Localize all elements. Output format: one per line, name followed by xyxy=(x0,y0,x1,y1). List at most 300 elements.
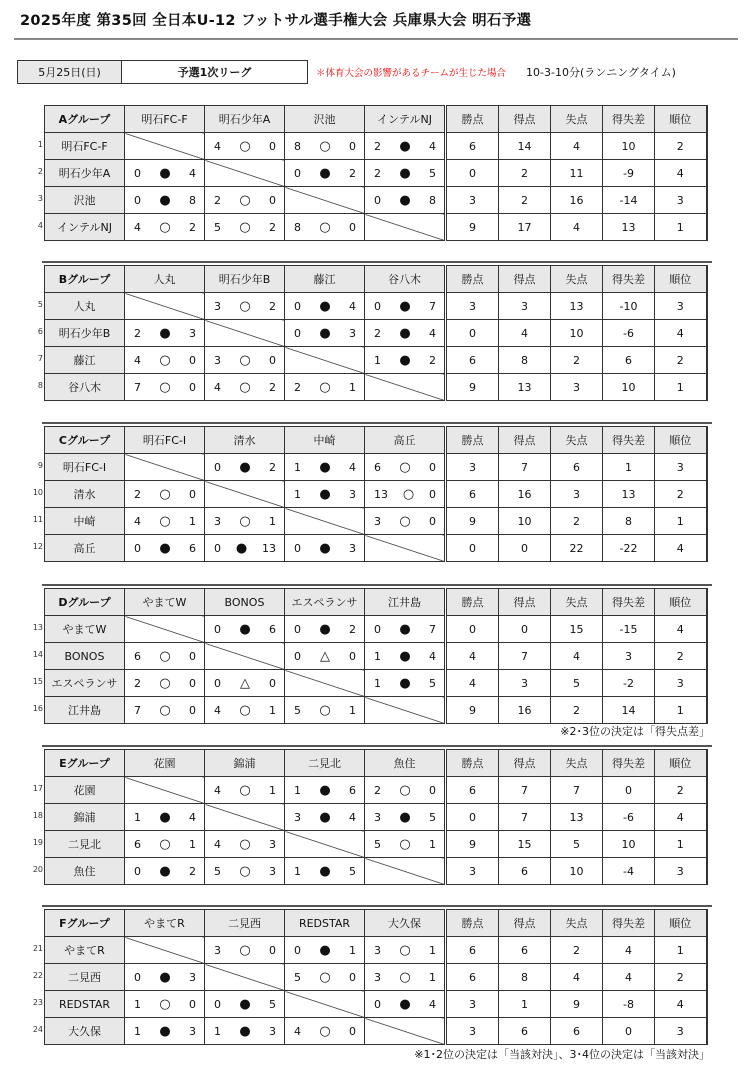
stat-header-rank: 順位 xyxy=(655,910,707,937)
match-score xyxy=(365,784,444,797)
group-header-row xyxy=(45,910,707,937)
result-symbol: ● xyxy=(159,969,171,985)
stat-ga: 7 xyxy=(551,777,603,804)
result-symbol: ● xyxy=(159,540,171,556)
row-number: 7 xyxy=(37,354,43,363)
table-row xyxy=(45,991,707,1018)
result-symbol: △ xyxy=(320,648,330,664)
score-for: 1 xyxy=(294,487,301,501)
match-score xyxy=(365,194,444,207)
match-result xyxy=(285,643,365,670)
score-against: 4 xyxy=(429,997,436,1011)
match-score xyxy=(285,140,364,153)
match-score xyxy=(285,300,364,313)
stat-points: 3 xyxy=(447,858,499,885)
score-against: 7 xyxy=(429,299,436,313)
score-against: 3 xyxy=(269,837,276,851)
self-match-cell xyxy=(125,454,205,481)
match-result xyxy=(365,508,445,535)
score-against: 6 xyxy=(349,783,356,797)
match-result xyxy=(365,481,445,508)
self-match-cell xyxy=(285,831,365,858)
score-for: 0 xyxy=(134,864,141,878)
score-against: 2 xyxy=(269,460,276,474)
score-for: 2 xyxy=(374,783,381,797)
score-against: 0 xyxy=(269,676,276,690)
score-for: 8 xyxy=(294,220,301,234)
opponent-header: 高丘 xyxy=(365,427,445,454)
stat-gf: 2 xyxy=(499,160,551,187)
stat-points: 0 xyxy=(447,160,499,187)
result-symbol: ○ xyxy=(239,836,251,852)
match-result xyxy=(125,320,205,347)
self-match-cell xyxy=(205,320,285,347)
row-number: 21 xyxy=(32,944,43,953)
match-score xyxy=(205,381,284,394)
score-for: 6 xyxy=(374,460,381,474)
stat-rank: 4 xyxy=(655,320,707,347)
match-score xyxy=(205,1025,284,1038)
match-result xyxy=(205,374,285,401)
score-against: 5 xyxy=(349,864,356,878)
stat-ga: 3 xyxy=(551,374,603,401)
stat-gd: 4 xyxy=(603,964,655,991)
match-score xyxy=(285,811,364,824)
score-for: 5 xyxy=(294,703,301,717)
stat-ga: 3 xyxy=(551,481,603,508)
score-against: 0 xyxy=(349,649,356,663)
result-symbol: ● xyxy=(399,352,411,368)
self-match-cell xyxy=(285,670,365,697)
team-name: 沢池 xyxy=(45,187,125,214)
group-header-row xyxy=(45,106,707,133)
stat-gd: -22 xyxy=(603,535,655,562)
table-row xyxy=(45,697,707,724)
group-table xyxy=(44,749,708,885)
row-number: 10 xyxy=(32,488,43,497)
match-result xyxy=(205,187,285,214)
match-score xyxy=(285,542,364,555)
match-result xyxy=(125,991,205,1018)
match-score xyxy=(285,650,364,663)
stat-gf: 7 xyxy=(499,804,551,831)
score-against: 1 xyxy=(189,837,196,851)
stat-rank: 3 xyxy=(655,1018,707,1045)
opponent-header: 谷八木 xyxy=(365,266,445,293)
result-symbol: ● xyxy=(319,325,331,341)
opponent-header: 中崎 xyxy=(285,427,365,454)
stat-points: 0 xyxy=(447,535,499,562)
stat-ga: 10 xyxy=(551,320,603,347)
match-result xyxy=(365,160,445,187)
score-against: 1 xyxy=(429,943,436,957)
stat-gf: 10 xyxy=(499,508,551,535)
stat-points: 9 xyxy=(447,214,499,241)
score-for: 1 xyxy=(294,460,301,474)
table-row xyxy=(45,133,707,160)
stat-header-gd: 得失差 xyxy=(603,427,655,454)
score-against: 3 xyxy=(189,970,196,984)
score-for: 5 xyxy=(294,970,301,984)
stat-gd: 6 xyxy=(603,347,655,374)
match-result xyxy=(125,697,205,724)
score-against: 1 xyxy=(349,380,356,394)
match-result xyxy=(285,804,365,831)
score-for: 4 xyxy=(134,353,141,367)
score-against: 1 xyxy=(269,783,276,797)
match-score xyxy=(205,623,284,636)
result-symbol: ○ xyxy=(239,138,251,154)
row-number: 24 xyxy=(32,1025,43,1034)
stat-rank: 1 xyxy=(655,214,707,241)
stat-gd: 13 xyxy=(603,481,655,508)
score-for: 2 xyxy=(374,166,381,180)
score-for: 3 xyxy=(214,514,221,528)
stat-ga: 13 xyxy=(551,293,603,320)
stat-gf: 2 xyxy=(499,187,551,214)
stat-ga: 4 xyxy=(551,214,603,241)
stat-header-ga: 失点 xyxy=(551,750,603,777)
stat-points: 6 xyxy=(447,481,499,508)
stat-header-rank: 順位 xyxy=(655,266,707,293)
opponent-header: 人丸 xyxy=(125,266,205,293)
row-number: 12 xyxy=(32,542,43,551)
score-against: 0 xyxy=(429,514,436,528)
match-result xyxy=(205,991,285,1018)
score-for: 4 xyxy=(214,139,221,153)
opponent-header: 花園 xyxy=(125,750,205,777)
match-score xyxy=(205,704,284,717)
match-result xyxy=(285,616,365,643)
result-symbol: ● xyxy=(159,192,171,208)
score-against: 0 xyxy=(429,460,436,474)
match-score xyxy=(365,167,444,180)
table-row xyxy=(45,858,707,885)
stat-points: 6 xyxy=(447,777,499,804)
score-against: 1 xyxy=(349,943,356,957)
result-symbol: ○ xyxy=(239,942,251,958)
match-score xyxy=(205,300,284,313)
score-against: 1 xyxy=(429,970,436,984)
stat-ga: 4 xyxy=(551,133,603,160)
score-for: 7 xyxy=(134,703,141,717)
table-row xyxy=(45,160,707,187)
date-box: 5月25日(日) xyxy=(17,60,122,84)
result-symbol: ○ xyxy=(399,459,411,475)
score-against: 1 xyxy=(189,514,196,528)
stat-ga: 4 xyxy=(551,643,603,670)
match-result xyxy=(285,964,365,991)
table-row xyxy=(45,777,707,804)
stat-gd: 3 xyxy=(603,643,655,670)
team-name: 花園 xyxy=(45,777,125,804)
team-name: 中崎 xyxy=(45,508,125,535)
result-symbol: ○ xyxy=(239,702,251,718)
team-name: 藤江 xyxy=(45,347,125,374)
score-for: 0 xyxy=(214,541,221,555)
match-score xyxy=(125,677,204,690)
result-symbol: ● xyxy=(319,298,331,314)
match-result xyxy=(285,481,365,508)
result-symbol: ● xyxy=(159,325,171,341)
result-symbol: ○ xyxy=(319,1023,331,1039)
result-symbol: ○ xyxy=(239,782,251,798)
result-symbol: ○ xyxy=(399,942,411,958)
result-symbol: ● xyxy=(399,621,411,637)
page-title: 2025年度 第35回 全日本U-12 フットサル選手権大会 兵庫県大会 明石予選 xyxy=(20,13,532,29)
match-result xyxy=(365,616,445,643)
table-row xyxy=(45,374,707,401)
match-result xyxy=(205,1018,285,1045)
team-name: 明石FC-F xyxy=(45,133,125,160)
match-score xyxy=(205,998,284,1011)
score-against: 0 xyxy=(349,970,356,984)
score-against: 2 xyxy=(269,220,276,234)
stat-gf: 13 xyxy=(499,374,551,401)
table-row xyxy=(45,214,707,241)
match-score xyxy=(365,998,444,1011)
result-symbol: ○ xyxy=(239,219,251,235)
stat-rank: 2 xyxy=(655,643,707,670)
result-symbol: ○ xyxy=(319,138,331,154)
score-against: 1 xyxy=(349,703,356,717)
match-result xyxy=(125,535,205,562)
match-score xyxy=(285,381,364,394)
score-against: 8 xyxy=(429,193,436,207)
match-result xyxy=(125,831,205,858)
match-result xyxy=(365,293,445,320)
group-table xyxy=(44,588,708,724)
stat-gf: 7 xyxy=(499,777,551,804)
result-symbol: ○ xyxy=(239,192,251,208)
team-name: やまてR xyxy=(45,937,125,964)
score-for: 0 xyxy=(294,649,301,663)
table-row xyxy=(45,293,707,320)
match-score xyxy=(205,944,284,957)
table-row xyxy=(45,937,707,964)
match-score xyxy=(285,865,364,878)
stat-points: 9 xyxy=(447,374,499,401)
score-for: 1 xyxy=(134,810,141,824)
match-score xyxy=(285,221,364,234)
match-result xyxy=(205,937,285,964)
stat-points: 4 xyxy=(447,643,499,670)
match-score xyxy=(125,811,204,824)
stat-points: 3 xyxy=(447,293,499,320)
score-against: 4 xyxy=(189,810,196,824)
opponent-header: 明石FC-I xyxy=(125,427,205,454)
score-for: 2 xyxy=(374,326,381,340)
stat-points: 6 xyxy=(447,133,499,160)
score-against: 0 xyxy=(269,193,276,207)
score-for: 3 xyxy=(374,970,381,984)
score-for: 0 xyxy=(294,622,301,636)
match-result xyxy=(125,804,205,831)
opponent-header: 明石FC-F xyxy=(125,106,205,133)
result-symbol: ● xyxy=(319,782,331,798)
stat-header-ga: 失点 xyxy=(551,427,603,454)
row-number: 5 xyxy=(37,300,43,309)
score-for: 0 xyxy=(214,460,221,474)
match-result xyxy=(125,187,205,214)
stat-rank: 3 xyxy=(655,858,707,885)
result-symbol: ● xyxy=(235,540,248,556)
score-for: 0 xyxy=(134,193,141,207)
score-against: 2 xyxy=(429,353,436,367)
row-number: 1 xyxy=(37,140,43,149)
result-symbol: ● xyxy=(319,165,331,181)
result-symbol: ○ xyxy=(319,379,331,395)
group-table xyxy=(44,105,708,241)
score-against: 0 xyxy=(349,220,356,234)
row-number: 17 xyxy=(32,784,43,793)
result-symbol: ○ xyxy=(402,486,415,502)
stat-ga: 2 xyxy=(551,697,603,724)
score-against: 4 xyxy=(349,299,356,313)
stat-ga: 13 xyxy=(551,804,603,831)
stat-header-ga: 失点 xyxy=(551,910,603,937)
stat-gf: 0 xyxy=(499,535,551,562)
stat-header-gf: 得点 xyxy=(499,427,551,454)
match-result xyxy=(285,535,365,562)
match-score xyxy=(365,677,444,690)
match-result xyxy=(365,991,445,1018)
stat-gd: -2 xyxy=(603,670,655,697)
score-for: 0 xyxy=(374,193,381,207)
match-score xyxy=(285,944,364,957)
score-against: 3 xyxy=(349,487,356,501)
opponent-header: やまてR xyxy=(125,910,205,937)
stat-gf: 4 xyxy=(499,320,551,347)
team-name: 魚住 xyxy=(45,858,125,885)
match-result xyxy=(125,214,205,241)
match-result xyxy=(125,643,205,670)
match-result xyxy=(365,320,445,347)
match-score xyxy=(125,221,204,234)
stat-gd: 10 xyxy=(603,831,655,858)
score-against: 4 xyxy=(429,649,436,663)
match-result xyxy=(125,1018,205,1045)
match-result xyxy=(365,454,445,481)
match-result xyxy=(125,374,205,401)
stat-rank: 1 xyxy=(655,374,707,401)
match-score xyxy=(205,784,284,797)
score-against: 4 xyxy=(189,166,196,180)
stat-header-rank: 順位 xyxy=(655,589,707,616)
result-symbol: ○ xyxy=(159,702,171,718)
result-symbol: ● xyxy=(239,459,251,475)
match-result xyxy=(285,1018,365,1045)
score-against: 5 xyxy=(429,676,436,690)
team-name: 明石FC-I xyxy=(45,454,125,481)
score-for: 1 xyxy=(374,649,381,663)
score-for: 5 xyxy=(374,837,381,851)
opponent-header: 江井島 xyxy=(365,589,445,616)
group-separator xyxy=(42,422,712,424)
stat-header-gf: 得点 xyxy=(499,266,551,293)
team-name: 錦浦 xyxy=(45,804,125,831)
match-result xyxy=(205,697,285,724)
stat-ga: 4 xyxy=(551,964,603,991)
result-symbol: △ xyxy=(240,675,250,691)
stat-gd: -14 xyxy=(603,187,655,214)
result-symbol: ○ xyxy=(159,836,171,852)
score-for: 3 xyxy=(294,810,301,824)
score-for: 0 xyxy=(374,997,381,1011)
table-row xyxy=(45,1018,707,1045)
match-score xyxy=(365,488,444,501)
self-match-cell xyxy=(125,777,205,804)
stat-header-gd: 得失差 xyxy=(603,750,655,777)
opponent-header: 錦浦 xyxy=(205,750,285,777)
opponent-header: 魚住 xyxy=(365,750,445,777)
match-result xyxy=(285,320,365,347)
match-score xyxy=(125,381,204,394)
score-for: 1 xyxy=(374,353,381,367)
stat-header-points: 勝点 xyxy=(447,750,499,777)
self-match-cell xyxy=(365,697,445,724)
stat-header-ga: 失点 xyxy=(551,106,603,133)
group-header-row xyxy=(45,589,707,616)
stat-gf: 6 xyxy=(499,858,551,885)
stat-points: 6 xyxy=(447,964,499,991)
stat-rank: 3 xyxy=(655,293,707,320)
stat-ga: 5 xyxy=(551,670,603,697)
score-for: 4 xyxy=(134,220,141,234)
score-against: 13 xyxy=(262,541,276,555)
self-match-cell xyxy=(125,937,205,964)
stat-rank: 2 xyxy=(655,964,707,991)
result-symbol: ● xyxy=(399,192,411,208)
stat-header-points: 勝点 xyxy=(447,106,499,133)
team-name: 二見北 xyxy=(45,831,125,858)
match-score xyxy=(365,354,444,367)
match-result xyxy=(125,347,205,374)
team-name: エスペランサ xyxy=(45,670,125,697)
stat-header-ga: 失点 xyxy=(551,589,603,616)
match-score xyxy=(285,167,364,180)
match-score xyxy=(205,677,284,690)
match-result xyxy=(125,508,205,535)
self-match-cell xyxy=(365,535,445,562)
stat-ga: 16 xyxy=(551,187,603,214)
stat-gd: 0 xyxy=(603,777,655,804)
result-symbol: ○ xyxy=(239,352,251,368)
match-result xyxy=(285,160,365,187)
stat-gd: -10 xyxy=(603,293,655,320)
score-against: 0 xyxy=(269,353,276,367)
stat-points: 9 xyxy=(447,831,499,858)
team-name: 江井島 xyxy=(45,697,125,724)
self-match-cell xyxy=(205,804,285,831)
self-match-cell xyxy=(205,964,285,991)
match-score xyxy=(125,704,204,717)
stat-points: 0 xyxy=(447,616,499,643)
match-result xyxy=(205,777,285,804)
match-result xyxy=(205,454,285,481)
stat-rank: 4 xyxy=(655,991,707,1018)
score-for: 3 xyxy=(374,810,381,824)
match-score xyxy=(365,650,444,663)
table-row xyxy=(45,535,707,562)
stat-gd: -15 xyxy=(603,616,655,643)
match-result xyxy=(285,454,365,481)
score-against: 3 xyxy=(189,1024,196,1038)
stat-gd: 10 xyxy=(603,374,655,401)
score-against: 2 xyxy=(349,622,356,636)
score-for: 0 xyxy=(374,622,381,636)
self-match-cell xyxy=(125,616,205,643)
